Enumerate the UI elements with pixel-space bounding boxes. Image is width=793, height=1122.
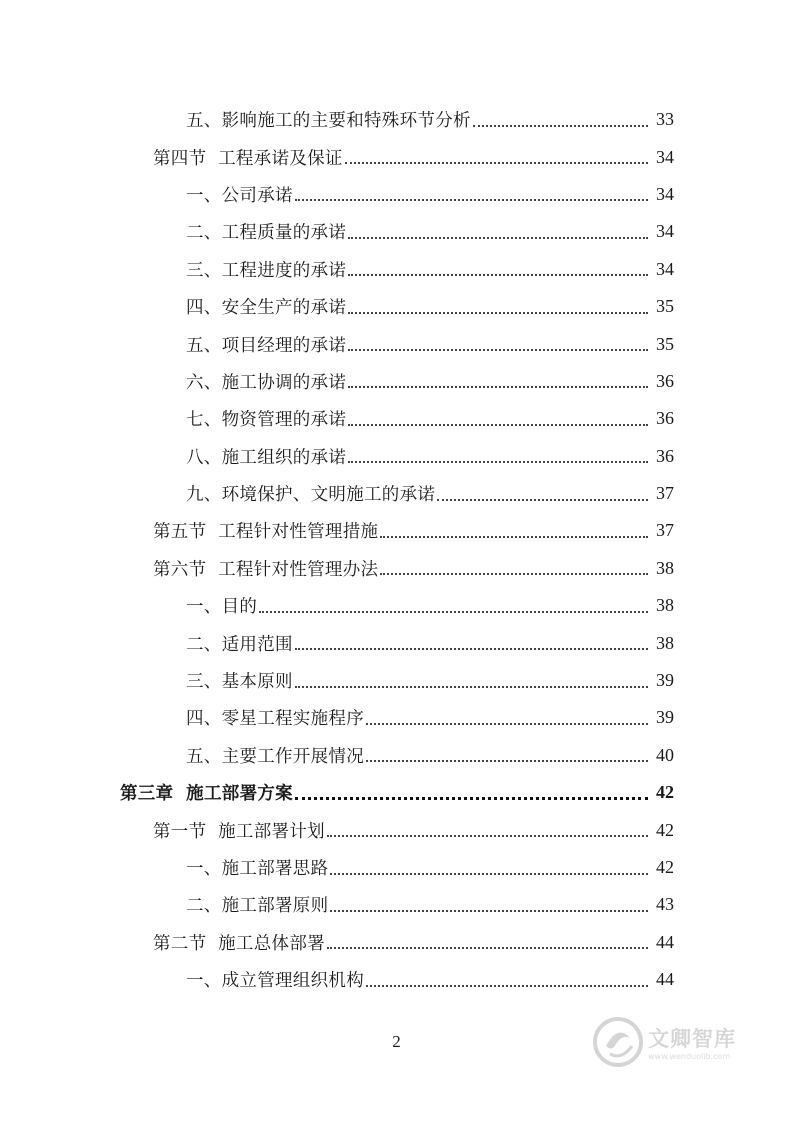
toc-entry[interactable] — [0, 811, 793, 848]
toc-dot-leader — [330, 873, 648, 875]
toc-dot-leader — [295, 797, 648, 800]
toc-entry-title: 一、公司承诺 — [186, 185, 293, 206]
toc-entry-title: 五、影响施工的主要和特殊环节分析 — [186, 111, 471, 132]
table-of-contents — [0, 101, 793, 998]
toc-entry-page: 44 — [656, 931, 674, 952]
toc-dot-leader — [295, 686, 648, 688]
toc-entry-page: 36 — [656, 445, 674, 466]
toc-entry[interactable] — [0, 774, 793, 811]
watermark-name: 文卿智库 — [648, 1027, 736, 1051]
watermark — [592, 1016, 736, 1068]
toc-entry[interactable] — [0, 737, 793, 774]
toc-entry[interactable] — [0, 101, 793, 138]
toc-entry-page: 38 — [656, 557, 674, 578]
toc-dot-leader — [348, 312, 648, 314]
watermark-url: www.wenduolib.com — [648, 1052, 731, 1061]
toc-entry-title: 六、施工协调的承诺 — [186, 372, 347, 393]
toc-dot-leader — [437, 499, 648, 501]
toc-entry-page: 37 — [656, 483, 674, 504]
toc-entry-page: 34 — [656, 221, 674, 242]
toc-entry-title: 九、环境保护、文明施工的承诺 — [186, 485, 436, 506]
toc-entry[interactable] — [0, 251, 793, 288]
toc-entry-page: 37 — [656, 520, 674, 541]
toc-entry[interactable] — [0, 138, 793, 175]
toc-entry-title: 第四节 工程承诺及保证 — [153, 148, 343, 169]
toc-entry[interactable] — [0, 961, 793, 998]
toc-entry-title: 第六节 工程针对性管理办法 — [153, 559, 379, 580]
toc-entry-page: 34 — [656, 183, 674, 204]
toc-entry-page: 35 — [656, 333, 674, 354]
toc-entry-title: 七、物资管理的承诺 — [186, 410, 347, 431]
toc-entry-page: 42 — [656, 857, 674, 877]
brand-logo-icon — [592, 1016, 644, 1068]
toc-entry-page: 39 — [656, 707, 674, 728]
toc-dot-leader — [295, 648, 648, 650]
toc-entry-title: 第三章 施工部署方案 — [120, 784, 293, 805]
toc-dot-leader — [348, 424, 648, 426]
toc-dot-leader — [348, 349, 648, 351]
page-number: 2 — [392, 1032, 401, 1051]
toc-entry-title: 三、基本原则 — [186, 672, 293, 693]
toc-entry-page: 36 — [656, 408, 674, 429]
toc-dot-leader — [366, 760, 648, 762]
toc-entry[interactable] — [0, 550, 793, 587]
toc-dot-leader — [366, 723, 648, 725]
toc-entry[interactable] — [0, 176, 793, 213]
toc-entry[interactable] — [0, 624, 793, 661]
toc-dot-leader — [380, 536, 648, 538]
toc-entry-title: 五、项目经理的承诺 — [186, 335, 347, 356]
toc-dot-leader — [348, 461, 648, 463]
toc-entry[interactable] — [0, 475, 793, 512]
toc-entry[interactable] — [0, 699, 793, 736]
toc-dot-leader — [473, 125, 648, 127]
toc-entry-page: 44 — [656, 969, 674, 990]
toc-entry-page: 42 — [656, 819, 674, 840]
toc-dot-leader — [348, 274, 648, 276]
toc-entry[interactable] — [0, 924, 793, 961]
toc-entry[interactable] — [0, 662, 793, 699]
toc-dot-leader — [330, 910, 648, 912]
toc-entry-title: 二、施工部署原则 — [186, 896, 329, 917]
toc-entry[interactable] — [0, 438, 793, 475]
toc-entry-page: 38 — [656, 632, 674, 653]
toc-entry[interactable] — [0, 849, 793, 886]
toc-entry[interactable] — [0, 886, 793, 923]
toc-entry-title: 五、主要工作开展情况 — [186, 746, 364, 767]
toc-entry[interactable] — [0, 400, 793, 437]
toc-entry-page: 34 — [656, 146, 674, 167]
toc-entry-title: 第五节 工程针对性管理措施 — [153, 522, 379, 543]
toc-dot-leader — [366, 985, 648, 987]
toc-entry-title: 第一节 施工部署计划 — [153, 821, 325, 842]
toc-entry-page: 38 — [656, 595, 674, 616]
toc-entry-page: 42 — [656, 782, 674, 803]
toc-entry-page: 34 — [656, 258, 674, 279]
toc-entry-title: 一、目的 — [186, 597, 258, 618]
toc-entry-title: 第二节 施工总体部署 — [153, 933, 325, 954]
toc-entry-title: 一、成立管理组织机构 — [186, 971, 364, 992]
toc-dot-leader — [295, 199, 648, 201]
toc-entry[interactable] — [0, 363, 793, 400]
toc-entry-title: 三、工程进度的承诺 — [186, 260, 347, 281]
toc-entry[interactable] — [0, 587, 793, 624]
toc-dot-leader — [259, 611, 648, 613]
toc-dot-leader — [345, 162, 648, 164]
toc-entry-title: 四、零星工程实施程序 — [186, 709, 364, 730]
toc-entry-page: 35 — [656, 296, 674, 317]
toc-entry[interactable] — [0, 213, 793, 250]
toc-entry-page: 36 — [656, 370, 674, 391]
toc-dot-leader — [327, 835, 648, 837]
toc-entry[interactable] — [0, 288, 793, 325]
toc-entry-page: 33 — [656, 109, 674, 130]
toc-entry-title: 二、适用范围 — [186, 634, 293, 655]
toc-entry[interactable] — [0, 512, 793, 549]
toc-entry-title: 四、安全生产的承诺 — [186, 298, 347, 319]
toc-dot-leader — [348, 237, 648, 239]
toc-dot-leader — [327, 947, 648, 949]
toc-entry-page: 43 — [656, 894, 674, 915]
toc-entry[interactable] — [0, 325, 793, 362]
toc-entry-title: 二、工程质量的承诺 — [186, 223, 347, 244]
toc-dot-leader — [380, 573, 648, 575]
toc-entry-title: 八、施工组织的承诺 — [186, 447, 347, 468]
toc-entry-title: 一、施工部署思路 — [186, 859, 329, 879]
toc-dot-leader — [348, 386, 648, 388]
toc-entry-page: 39 — [656, 670, 674, 691]
toc-entry-page: 40 — [656, 744, 674, 765]
